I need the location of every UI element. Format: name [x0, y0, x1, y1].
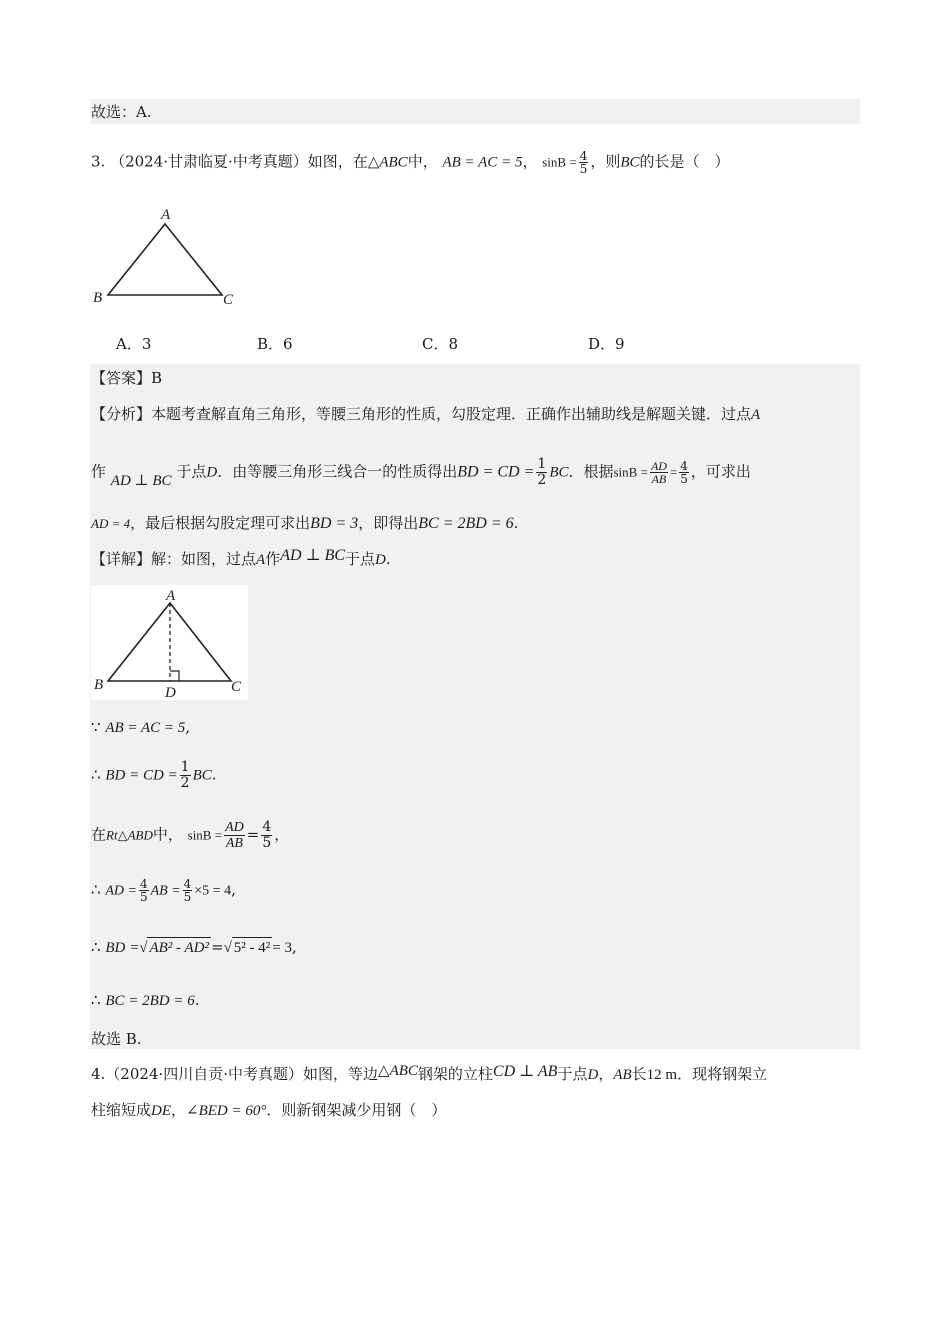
q3-triangle-shape: [108, 224, 222, 295]
q3-bc: BC: [620, 154, 640, 171]
step-3-b: 中，: [152, 825, 183, 844]
right-angle-mark: [170, 671, 179, 681]
step-5-c: = 3: [272, 940, 293, 956]
step-4-therefore: ∴: [91, 880, 101, 899]
detail-d: D: [375, 552, 386, 568]
analysis-2-half: [536, 457, 547, 488]
analysis-3-period: .: [513, 514, 519, 532]
sqrt-sign-2: √: [223, 940, 232, 956]
step-4-end: ,: [231, 880, 236, 899]
q3-sinb-frac: [579, 150, 589, 175]
q4-angle: ∠BED = 60°: [186, 1103, 267, 1119]
step-2-therefore: ∴: [91, 765, 101, 784]
analysis-3-ad: AD = 4: [91, 516, 131, 531]
analysis-2-ad: AD: [650, 459, 667, 473]
step-1-end: ,: [185, 718, 191, 736]
detail-c: 于点: [345, 550, 376, 568]
step-3-a: 在: [91, 825, 107, 844]
q3-sinb-den: 5: [579, 162, 588, 176]
step-3-ab: AB: [225, 836, 243, 851]
q3-triangle-figure: [90, 200, 250, 310]
step-2: [91, 760, 217, 791]
step-2-end: .: [211, 765, 217, 784]
step-2-half-den: 2: [180, 775, 190, 791]
q4-triangle: △ABC: [378, 1063, 418, 1079]
step-4-frac-2-num: 4: [183, 877, 192, 891]
analysis-3-bc: BC = 2BD = 6: [418, 515, 514, 532]
q3-option-d[interactable]: D．9: [588, 335, 625, 353]
step-6: [91, 990, 200, 1011]
analysis-2e: ．根据: [568, 462, 614, 481]
step-4-b: AB =: [150, 883, 181, 899]
step-5: [91, 937, 297, 958]
analysis-2f: ，可求出: [690, 462, 751, 481]
step-4-c: ×5 = 4: [194, 883, 232, 899]
q4-1a: 4.（2024·四川自贡·中考真题）如图，等边: [91, 1065, 379, 1083]
q4-d: D: [587, 1067, 599, 1083]
analysis-2c: ．由等腰三角形三线合一的性质得出: [217, 462, 458, 481]
solution-label-c: C: [231, 679, 242, 695]
analysis-2-half-den: 2: [537, 472, 547, 488]
q3-triangle: △ABC: [367, 154, 408, 171]
analysis-line-1: [91, 404, 760, 425]
q3-sinb: sinB =: [542, 154, 577, 170]
detail-line: [91, 549, 391, 570]
solution-label-b: B: [94, 677, 104, 693]
analysis-2-ad-perp: AD ⊥ BC: [110, 472, 172, 489]
step-3-ad: AD: [225, 820, 244, 835]
step-2-bc: BC: [192, 767, 212, 784]
analysis-2-d: D: [206, 464, 218, 481]
analysis-3b: ，即得出: [358, 514, 419, 532]
solution-answer: 【答案】B: [91, 369, 163, 387]
step-4-frac-2: [183, 878, 193, 903]
step-4-frac-1-num: 4: [139, 877, 148, 891]
q4-line-2: [91, 1100, 446, 1121]
analysis-line-3: [91, 513, 518, 534]
step-1-eq: AB = AC = 5: [105, 720, 186, 736]
step-3: [91, 820, 289, 851]
detail-point-a: A: [256, 552, 266, 568]
q3-label-c: C: [223, 292, 234, 308]
analysis-3-bd: BD = 3: [310, 515, 359, 532]
final-answer: 故选 B.: [91, 1030, 142, 1048]
step-3-sin: sinB =: [187, 827, 223, 843]
analysis-2-eq2: =: [669, 464, 678, 480]
analysis-2-45: [679, 460, 689, 485]
analysis-2-four: 4: [680, 459, 688, 473]
q3-comma: ，: [522, 152, 538, 171]
step-3-45: [261, 820, 272, 851]
analysis-2a: 作: [91, 462, 107, 481]
q4-cd-perp: CD ⊥ AB: [492, 1063, 558, 1080]
q3-source: （2024·甘肃临夏·中考真题）如图，在: [110, 152, 368, 171]
step-4-frac-1: [139, 878, 149, 903]
solution-figure: [91, 585, 248, 700]
step-4-frac-2-den: 5: [183, 890, 192, 904]
q3-sinb-num: 4: [579, 149, 588, 163]
analysis-line-2: [91, 457, 751, 488]
step-6-eq: BC = 2BD = 6: [105, 993, 195, 1009]
step-5-b: =: [210, 938, 224, 956]
step-1-because: ∵: [91, 718, 101, 736]
solution-label-a: A: [166, 588, 176, 604]
step-2-half: [180, 760, 191, 791]
step-3-end: ，: [274, 825, 290, 844]
q4-1c: 于点: [557, 1065, 588, 1083]
step-5-end: ,: [292, 938, 297, 956]
q4-2b: ，: [171, 1101, 187, 1119]
step-4-frac-1-den: 5: [139, 890, 148, 904]
step-5-a: BD =: [105, 940, 140, 956]
q3-cond1: AB = AC = 5: [442, 154, 523, 171]
analysis-2-ab: AB: [651, 472, 667, 486]
top-answer: 故选：A.: [91, 103, 152, 121]
step-5-radicand-2: 5² - 4²: [232, 937, 273, 958]
detail-a: 【详解】解：如图，过点: [91, 550, 257, 568]
analysis-2-five: 5: [680, 472, 688, 486]
step-3-adab: [224, 820, 245, 851]
q3-question-end: 的长是（ ）: [639, 152, 730, 171]
q3-stem: [91, 150, 730, 175]
q3-tail: ，则: [590, 152, 621, 171]
q4-ab: AB: [613, 1067, 632, 1083]
sqrt-sign-1: √: [139, 940, 148, 956]
analysis-2-bc: BC: [549, 464, 569, 481]
q3-number: 3.: [91, 152, 106, 171]
analysis-2-adab: [650, 460, 668, 485]
q3-option-b[interactable]: B．6: [257, 335, 293, 353]
q4-1d: ，: [598, 1065, 614, 1083]
analysis-3a: ，最后根据勾股定理可求出: [130, 514, 311, 532]
step-4-a: AD =: [105, 883, 137, 899]
analysis-point-a: A: [751, 407, 761, 423]
step-5-therefore: ∴: [91, 938, 101, 956]
step-5-radicand-1: AB² - AD²: [147, 937, 211, 958]
step-4: [91, 878, 236, 903]
step-6-therefore: ∴: [91, 991, 101, 1009]
q4-1e: 长: [631, 1065, 647, 1083]
q3-label-a: A: [161, 207, 171, 223]
solution-label-d: D: [165, 685, 176, 700]
analysis-text-1: 【分析】本题考查解直角三角形，等腰三角形的性质，勾股定理．正确作出辅助线是解题关键．过点: [91, 405, 752, 423]
shaded-block-top: [90, 99, 860, 124]
q4-2a: 柱缩短成: [91, 1101, 152, 1119]
q4-1b: 钢架的立柱: [417, 1065, 493, 1083]
step-3-four: 4: [262, 819, 272, 835]
q4-de: DE: [151, 1103, 172, 1119]
analysis-2b: 于点: [176, 462, 207, 481]
step-6-end: .: [194, 991, 200, 1009]
step-1: [91, 717, 190, 738]
analysis-2-half-num: 1: [537, 456, 547, 472]
step-2-half-num: 1: [180, 759, 190, 775]
detail-ad-perp: AD ⊥ BC: [280, 547, 346, 564]
step-3-eq: =: [246, 825, 260, 844]
q4-length: 12 m: [646, 1067, 678, 1083]
step-3-five: 5: [262, 835, 272, 851]
detail-e: .: [385, 550, 391, 568]
q3-mid: 中，: [407, 152, 438, 171]
q3-option-a[interactable]: A．3: [116, 335, 152, 353]
q3-label-b: B: [93, 290, 103, 306]
q4-line-1: [91, 1064, 767, 1085]
q4-1f: ．现将钢架立: [677, 1065, 768, 1083]
q3-option-c[interactable]: C．8: [422, 335, 459, 353]
analysis-2-eq: BD = CD =: [457, 463, 535, 481]
detail-b: 作: [265, 550, 281, 568]
step-2-eq: BD = CD =: [105, 767, 178, 784]
analysis-2-sin: sinB =: [613, 464, 648, 480]
q4-2c: ．则新钢架减少用钢（ ）: [266, 1101, 447, 1119]
step-3-rt: Rt△ABD: [106, 827, 153, 843]
